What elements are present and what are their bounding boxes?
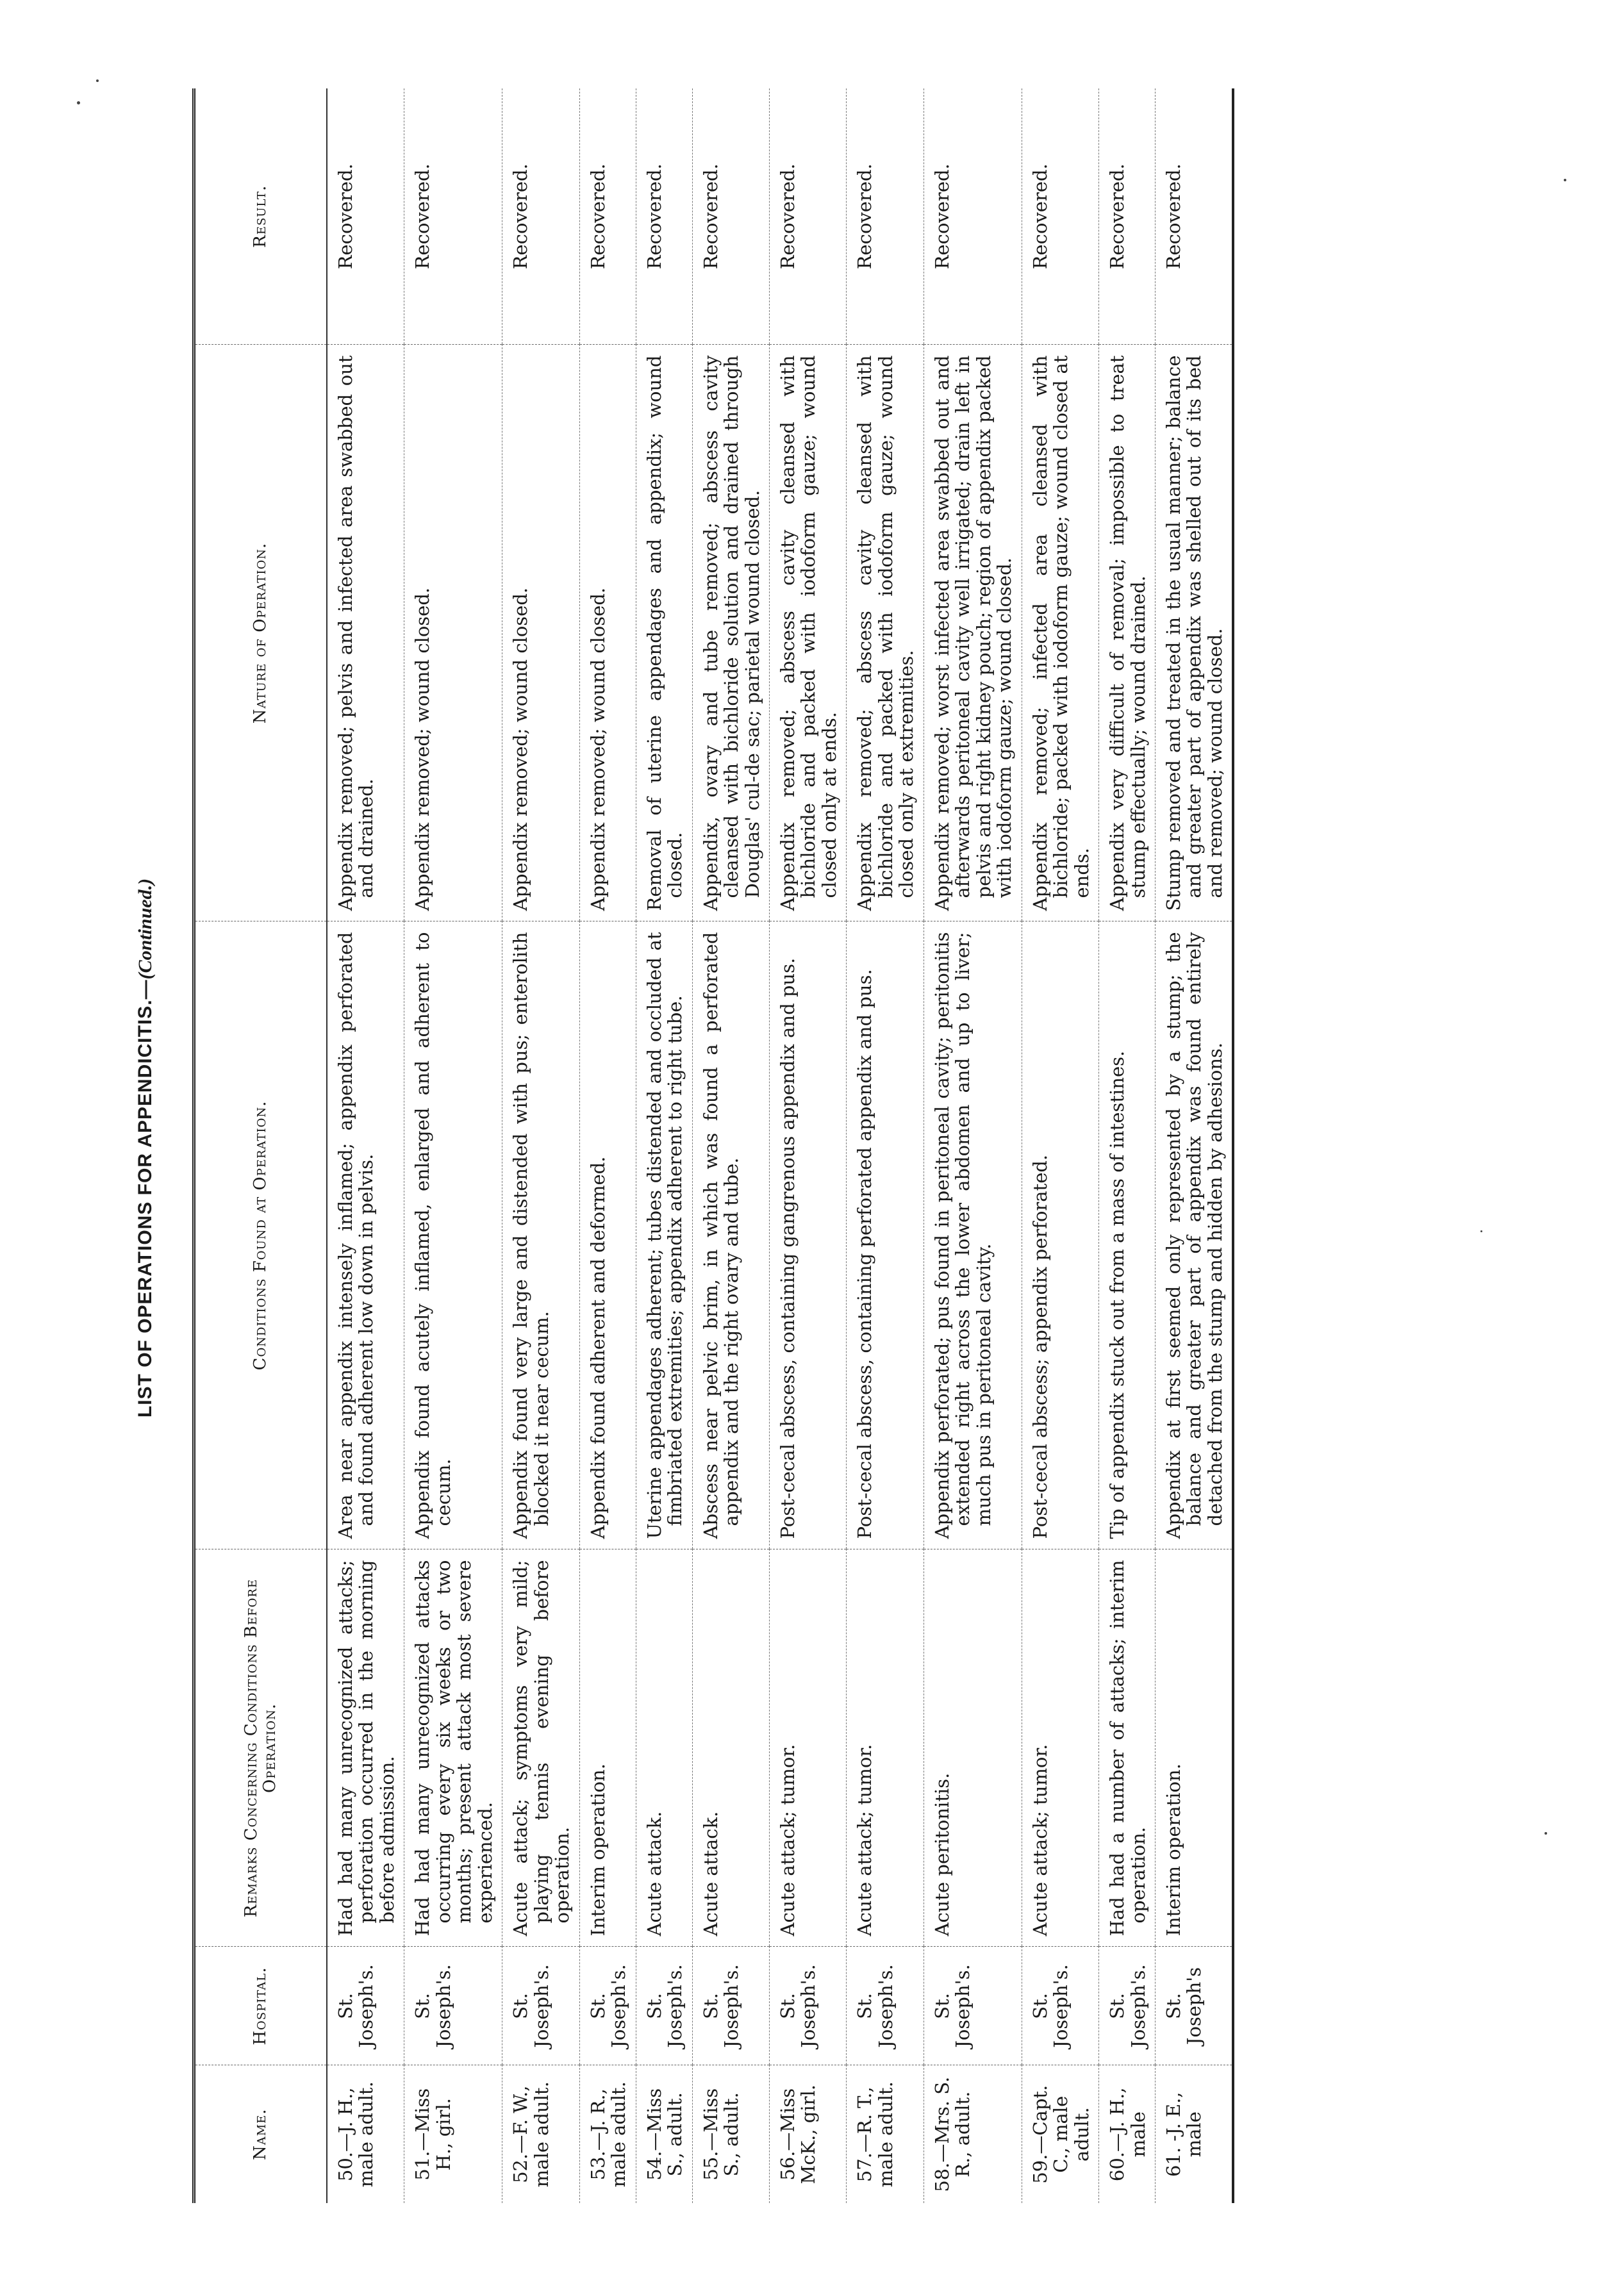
table-row bbox=[579, 88, 636, 2203]
row-result: Recovered. bbox=[327, 88, 404, 345]
row-name: 54.—Miss S., adult. bbox=[636, 2065, 692, 2203]
row-remarks: Acute attack; symptoms very mild; playing tennis evening before operation. bbox=[502, 1549, 579, 1947]
row-nature: Appendix very difficult of removal; impossible to treat stump effectually; wound drained. bbox=[1099, 345, 1156, 921]
row-nature: Appendix removed; pelvis and infected area swabbed out and drained. bbox=[327, 345, 404, 921]
row-nature: Appendix removed; wound closed. bbox=[502, 345, 579, 921]
header-name: Name. bbox=[194, 2065, 327, 2203]
row-result: Recovered. bbox=[924, 88, 1022, 345]
speck bbox=[77, 101, 80, 104]
row-conditions: Appendix perforated; pus found in peritoneal cavity; peritonitis extended right across the lower abdomen and up to liver; much pus in peritoneal cavity. bbox=[924, 921, 1022, 1549]
row-conditions: Post-cecal abscess; appendix perforated. bbox=[1022, 921, 1098, 1549]
row-nature: Appendix removed; wound closed. bbox=[404, 345, 502, 921]
header-remarks: Remarks Concerning Conditions Before Operation. bbox=[194, 1549, 327, 1947]
row-result: Recovered. bbox=[847, 88, 924, 345]
table-row bbox=[327, 88, 404, 2203]
header-row bbox=[194, 88, 327, 2203]
row-result: Recovered. bbox=[579, 88, 636, 345]
row-name: 59.—Capt. C., male adult. bbox=[1022, 2065, 1098, 2203]
row-conditions: Appendix found very large and distended with pus; enterolith blocked it near cecum. bbox=[502, 921, 579, 1549]
row-result: Recovered. bbox=[769, 88, 846, 345]
row-name: 50.—J. H., male adult. bbox=[327, 2065, 404, 2203]
table-title: LIST OF OPERATIONS FOR APPENDICITIS.—(Continued.) bbox=[135, 878, 156, 1418]
speck bbox=[1564, 179, 1566, 181]
row-nature: Stump removed and treated in the usual manner; balance and greater part of appendix was shelled out of its bed and removed; wound closed. bbox=[1156, 345, 1234, 921]
title-continued: (Continued.) bbox=[135, 878, 156, 980]
row-name: 51.—Miss H., girl. bbox=[404, 2065, 502, 2203]
row-remarks: Had had many unrecognized attacks occurring every six weeks or two months; present attack most severe experienced. bbox=[404, 1549, 502, 1947]
row-hospital: St. Joseph's. bbox=[1099, 1947, 1156, 2065]
row-conditions: Area near appendix intensely inflamed; appendix perforated and found adherent low down in pelvis. bbox=[327, 921, 404, 1549]
row-name: 52.—F. W., male adult. bbox=[502, 2065, 579, 2203]
table-row bbox=[847, 88, 924, 2203]
row-name: 60.—J. H., male bbox=[1099, 2065, 1156, 2203]
row-nature: Appendix removed; worst infected area swabbed out and afterwards peritoneal cavity well irrigated; drain left in pelvis and right kidney pouch; region of appendix packed with iodoform gauze; wound closed. bbox=[924, 345, 1022, 921]
row-hospital: St. Joseph's. bbox=[769, 1947, 846, 2065]
row-hospital: St. Joseph's. bbox=[327, 1947, 404, 2065]
header-hospital: Hospital. bbox=[194, 1947, 327, 2065]
row-name: 55.—Miss S., adult. bbox=[692, 2065, 769, 2203]
row-remarks: Acute attack; tumor. bbox=[1022, 1549, 1098, 1947]
table-row bbox=[404, 88, 502, 2203]
row-conditions: Uterine appendages adherent; tubes distended and occluded at fimbriated extremities; appendix adherent to right tube. bbox=[636, 921, 692, 1549]
row-hospital: St. Joseph's. bbox=[692, 1947, 769, 2065]
row-result: Recovered. bbox=[502, 88, 579, 345]
row-conditions: Appendix found adherent and deformed. bbox=[579, 921, 636, 1549]
row-remarks: Had had many unrecognized attacks; perforation occurred in the morning before admission. bbox=[327, 1549, 404, 1947]
row-remarks: Acute peritonitis. bbox=[924, 1549, 1022, 1947]
row-conditions: Post-cecal abscess, containing gangrenous appendix and pus. bbox=[769, 921, 846, 1549]
row-hospital: St. Joseph's. bbox=[924, 1947, 1022, 2065]
row-remarks: Acute attack; tumor. bbox=[847, 1549, 924, 1947]
header-result: Result. bbox=[194, 88, 327, 345]
row-result: Recovered. bbox=[1156, 88, 1234, 345]
header-nature: Nature of Operation. bbox=[194, 345, 327, 921]
table-row bbox=[1156, 88, 1234, 2203]
title-text: LIST OF OPERATIONS FOR APPENDICITIS. bbox=[135, 999, 156, 1418]
row-nature: Appendix removed; abscess cavity cleansed with bichloride and packed with iodoform gauze; wound closed only at extremities. bbox=[847, 345, 924, 921]
row-remarks: Acute attack. bbox=[692, 1549, 769, 1947]
row-name: 56.—Miss McK., girl. bbox=[769, 2065, 846, 2203]
row-hospital: St. Joseph's. bbox=[404, 1947, 502, 2065]
row-result: Recovered. bbox=[1022, 88, 1098, 345]
row-conditions: Tip of appendix stuck out from a mass of intestines. bbox=[1099, 921, 1156, 1549]
row-remarks: Acute attack. bbox=[636, 1549, 692, 1947]
row-hospital: St. Joseph's bbox=[1156, 1947, 1234, 2065]
table-row bbox=[1099, 88, 1156, 2203]
row-name: 58.—Mrs. S. R., adult. bbox=[924, 2065, 1022, 2203]
table-row bbox=[502, 88, 579, 2203]
row-name: 61. -J. E., male bbox=[1156, 2065, 1234, 2203]
row-conditions: Appendix found acutely inflamed, enlarged and adherent to cecum. bbox=[404, 921, 502, 1549]
table-row bbox=[924, 88, 1022, 2203]
row-conditions: Abscess near pelvic brim, in which was found a perforated appendix and the right ovary and tube. bbox=[692, 921, 769, 1549]
row-name: 57.—R. T., male adult. bbox=[847, 2065, 924, 2203]
row-hospital: St. Joseph's. bbox=[502, 1947, 579, 2065]
table-row bbox=[1022, 88, 1098, 2203]
table-row bbox=[769, 88, 846, 2203]
speck bbox=[1480, 1230, 1482, 1232]
row-remarks: Acute attack; tumor. bbox=[769, 1549, 846, 1947]
row-nature: Appendix removed; infected area cleansed with bichloride; packed with iodoform gauze; wound closed at ends. bbox=[1022, 345, 1098, 921]
row-remarks: Interim operation. bbox=[579, 1549, 636, 1947]
speck bbox=[96, 79, 99, 82]
row-result: Recovered. bbox=[404, 88, 502, 345]
row-nature: Appendix removed; abscess cavity cleansed with bichloride and packed with iodoform gauze; wound closed only at ends. bbox=[769, 345, 846, 921]
speck bbox=[1545, 1832, 1547, 1835]
row-remarks: Interim operation. bbox=[1156, 1549, 1234, 1947]
row-name: 53.—J. R., male adult. bbox=[579, 2065, 636, 2203]
row-remarks: Had had a number of attacks; interim operation. bbox=[1099, 1549, 1156, 1947]
row-hospital: St. Joseph's. bbox=[1022, 1947, 1098, 2065]
row-result: Recovered. bbox=[692, 88, 769, 345]
row-hospital: St. Joseph's. bbox=[847, 1947, 924, 2065]
row-hospital: St. Joseph's. bbox=[636, 1947, 692, 2065]
row-result: Recovered. bbox=[636, 88, 692, 345]
row-nature: Appendix removed; wound closed. bbox=[579, 345, 636, 921]
table-row bbox=[692, 88, 769, 2203]
row-conditions: Post-cecal abscess, containing perforated appendix and pus. bbox=[847, 921, 924, 1549]
row-hospital: St. Joseph's. bbox=[579, 1947, 636, 2065]
row-nature: Appendix, ovary and tube removed; abscess cavity cleansed with bichloride solution and drained through Douglas' cul-de sac; parietal wound closed. bbox=[692, 345, 769, 921]
row-result: Recovered. bbox=[1099, 88, 1156, 345]
header-conditions: Conditions Found at Operation. bbox=[194, 921, 327, 1549]
row-conditions: Appendix at first seemed only represented by a stump; the balance and greater part of appendix was found entirely detached from the stump and hidden by adhesions. bbox=[1156, 921, 1234, 1549]
table-row bbox=[636, 88, 692, 2203]
operations-table bbox=[192, 88, 1234, 2203]
row-nature: Removal of uterine appendages and appendix; wound closed. bbox=[636, 345, 692, 921]
